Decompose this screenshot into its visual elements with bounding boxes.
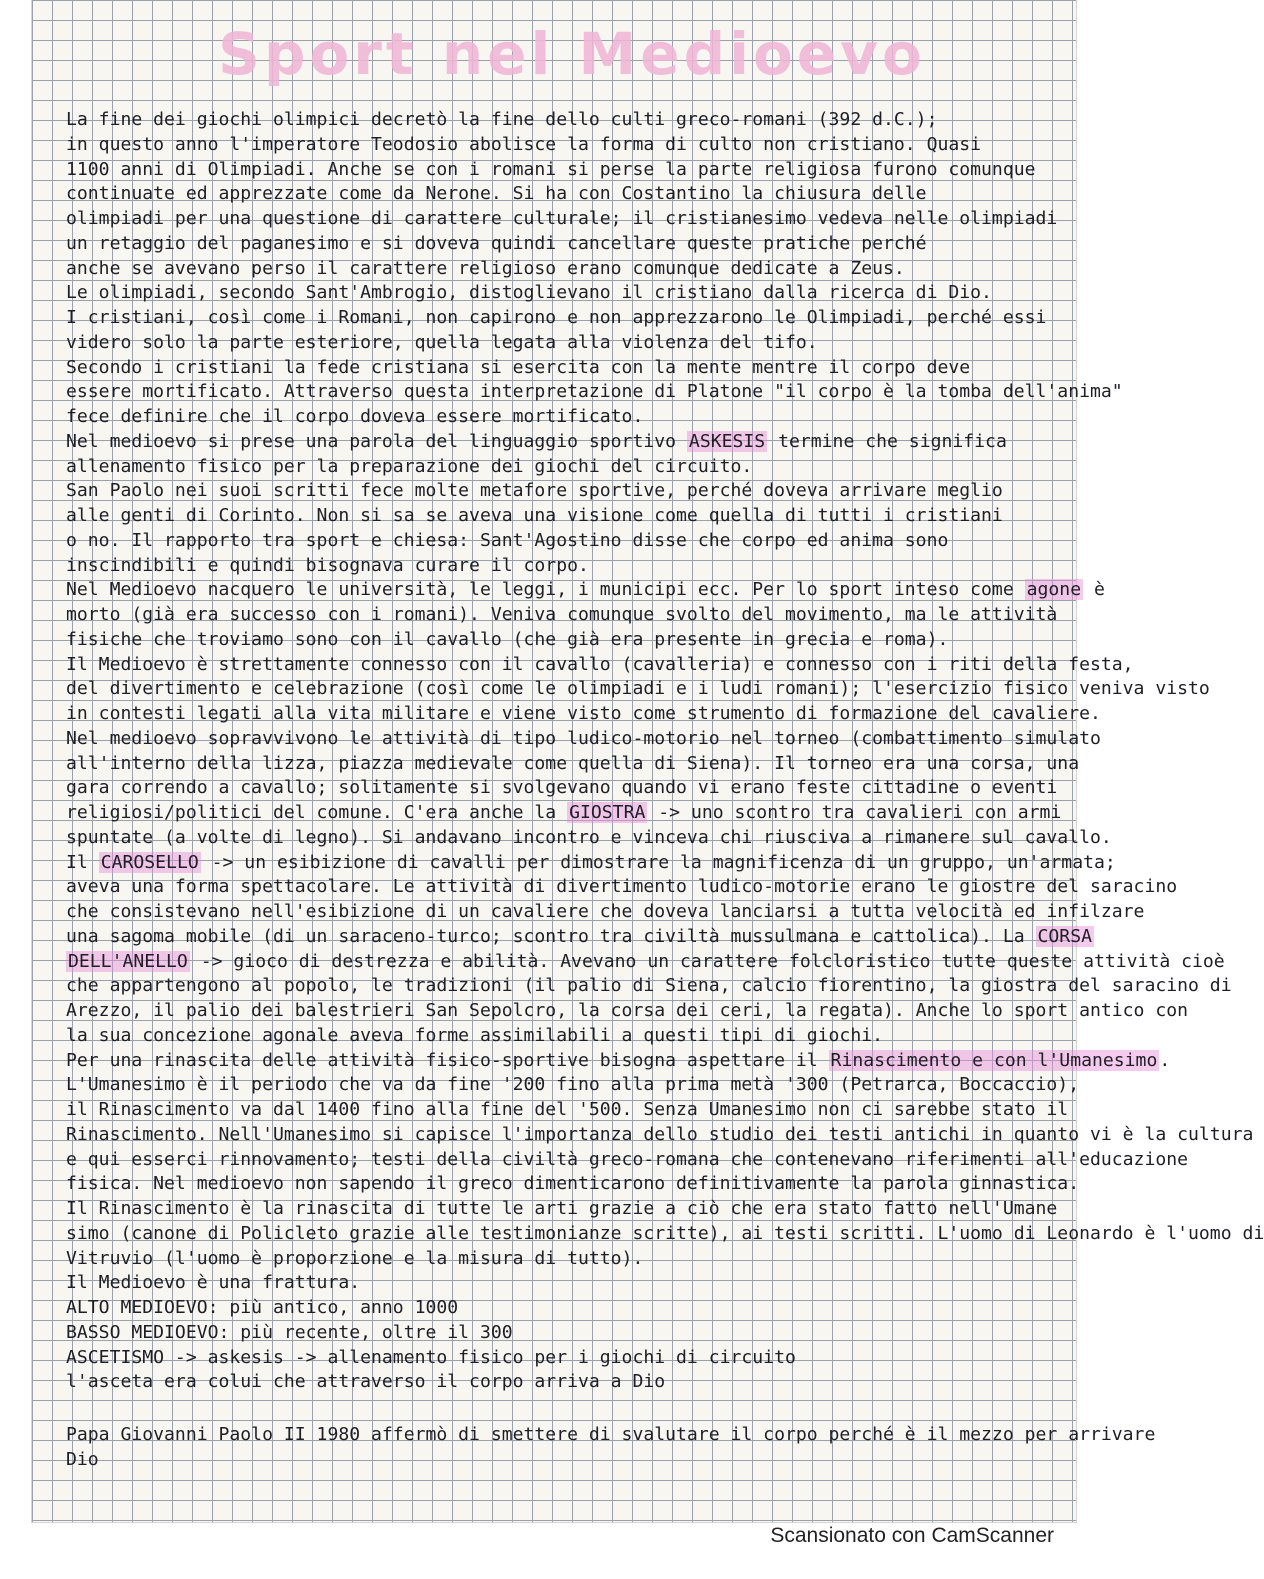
text-line: Dio <box>66 1448 99 1470</box>
text-line: ALTO MEDIOEVO: più antico, anno 1000 <box>66 1297 459 1318</box>
text-line: videro solo la parte esteriore, quella legata alla violenza del tifo. <box>66 331 818 353</box>
text-line: in questo anno l'imperatore Teodosio abolisce la forma di culto non cristiano. Quasi <box>66 133 982 155</box>
text-line: BASSO MEDIOEVO: più recente, oltre il 300 <box>66 1321 513 1343</box>
highlighted-term: GIOSTRA <box>569 802 646 823</box>
text-line: fece definire che il corpo doveva essere mortificato. <box>66 406 644 427</box>
text-line: fisica. Nel medioevo non sapendo il greco dimenticarono definitivamente la parola ginnastica. <box>66 1173 1080 1195</box>
text-line: gara correndo a cavallo; solitamente si svolgevano quando vi erano feste cittadine o eventi <box>66 777 1058 799</box>
page-title: Sport nel Medioevo <box>218 20 926 88</box>
text-line: La fine dei giochi olimpici decretò la fine dello culti greco-romani (392 d.C.); <box>66 109 938 130</box>
text-line: in contesti legati alla vita militare e viene visto come strumento di formazione del cavaliere. <box>66 703 1101 724</box>
text-line: il Rinascimento va dal 1400 fino alla fine del '500. Senza Umanesimo non ci sarebbe stato il <box>66 1099 1069 1120</box>
text-line: essere mortificato. Attraverso questa interpretazione di Platone "il corpo è la tomba dell'anima" <box>66 381 1123 403</box>
highlighted-term: agone <box>1026 579 1082 601</box>
text-line: Le olimpiadi, secondo Sant'Ambrogio, distoglievano il cristiano dalla ricerca di Dio. <box>66 282 992 304</box>
highlighted-term: CAROSELLO <box>100 851 199 873</box>
text-line: olimpiadi per una questione di carattere culturale; il cristianesimo vedeva nelle olimpiadi <box>66 208 1058 229</box>
text-line: inscindibili e quindi bisognava curare il corpo. <box>66 554 589 576</box>
text-line: Nel Medioevo nacquero le università, le leggi, i municipi ecc. Per lo sport inteso come agone è <box>66 579 1105 601</box>
highlighted-term: ASKESIS <box>688 430 766 452</box>
text-line: un retaggio del paganesimo e si doveva quindi cancellare queste pratiche perché <box>66 232 927 254</box>
text-line: alle genti di Corinto. Non si sa se aveva una visione come quella di tutti i cristiani <box>66 505 1003 526</box>
text-line: Il CAROSELLO -> un esibizione di cavalli per dimostrare la magnificenza di un gruppo, un'armata; <box>66 851 1116 873</box>
highlighted-term: CORSA <box>1037 925 1092 947</box>
text-line: Il Medioevo è una frattura. <box>66 1272 361 1294</box>
highlighted-term: DELL'ANELLO <box>68 950 188 972</box>
highlighted-term: Rinascimento e con l'Umanesimo <box>830 1049 1158 1071</box>
text-line: simo (canone di Policleto grazie alle testimonianze scritte), ai testi scritti. L'uomo di Leonardo è l'uomo di <box>66 1222 1264 1244</box>
text-line: morto (già era successo con i romani). Veniva comunque svolto del movimento, ma le attività <box>66 604 1058 625</box>
text-line: I cristiani, così come i Romani, non capirono e non apprezzarono le Olimpiadi, perché essi <box>66 307 1047 328</box>
text-line: che appartengono al popolo, le tradizioni (il palio di Siena, calcio fiorentino, la giostra del saracino di <box>66 975 1232 997</box>
text-line: Papa Giovanni Paolo II 1980 affermò di smettere di svalutare il corpo perché è il mezzo per arrivare <box>66 1424 1156 1445</box>
text-line: l'asceta era colui che attraverso il corpo arriva a Dio <box>66 1371 666 1393</box>
camscanner-watermark: Scansionato con CamScanner <box>770 1524 1054 1547</box>
text-line: e qui esserci rinnovamento; testi della civiltà greco-romana che contenevano riferimenti all'educazione <box>66 1148 1189 1170</box>
text-line: fisiche che troviamo sono con il cavallo (che già era presente in grecia e roma). <box>66 628 949 650</box>
text-line: continuate ed apprezzate come da Nerone. Si ha con Costantino la chiusura delle <box>66 183 927 205</box>
text-line: aveva una forma spettacolare. Le attività di divertimento ludico-motorie erano le giostre del saracino <box>66 876 1178 898</box>
notebook-page <box>32 0 1264 1522</box>
text-line: Il Rinascimento è la rinascita di tutte le arti grazie a ciò che era stato fatto nell'Umane <box>66 1198 1058 1219</box>
text-line: 1100 anni di Olimpiadi. Anche se con i romani si perse la parte religiosa furono comunque <box>66 158 1036 180</box>
text-line: del divertimento e celebrazione (così come le olimpiadi e i ludi romani); l'esercizio fisico veniva visto <box>66 678 1210 700</box>
text-line: religiosi/politici del comune. C'era anche la GIOSTRA -> uno scontro tra cavalieri con armi <box>66 802 1062 823</box>
text-line: L'Umanesimo è il periodo che va da fine '200 fino alla prima metà '300 (Petrarca, Boccaccio), <box>66 1074 1080 1096</box>
text-line: Rinascimento. Nell'Umanesimo si capisce l'importanza dello studio dei testi antichi in quanto vi è la cultura <box>66 1123 1254 1145</box>
text-line: DELL'ANELLO -> gioco di destrezza e abilità. Avevano un carattere folcloristico tutte queste attività cioè <box>68 950 1225 972</box>
text-line: Nel medioevo si prese una parola del linguaggio sportivo ASKESIS termine che significa <box>66 430 1007 452</box>
text-line: Vitruvio (l'uomo è proporzione e la misura di tutto). <box>66 1247 644 1269</box>
text-line: Secondo i cristiani la fede cristiana si esercita con la mente mentre il corpo deve <box>66 356 971 378</box>
text-line: la sua concezione agonale aveva forme assimilabili a questi tipi di giochi. <box>66 1024 884 1046</box>
text-line: all'interno della lizza, piazza medievale come quella di Siena). Il torneo era una corsa, una <box>66 752 1080 774</box>
text-line: una sagoma mobile (di un saraceno-turco; scontro tra civiltà mussulmana e cattolica). La CORSA <box>66 925 1092 947</box>
text-line: ASCETISMO -> askesis -> allenamento fisico per i giochi di circuito <box>66 1346 796 1368</box>
text-line: San Paolo nei suoi scritti fece molte metafore sportive, perché doveva arrivare meglio <box>66 480 1003 502</box>
text-line: anche se avevano perso il carattere religioso erano comunque dedicate a Zeus. <box>66 257 905 279</box>
text-line: Arezzo, il palio dei balestrieri San Sepolcro, la corsa dei ceri, la regata). Anche lo sport antico con <box>66 1000 1189 1021</box>
text-line: Per una rinascita delle attività fisico-sportive bisogna aspettare il Rinascimento e con l'Umanesimo . <box>66 1049 1171 1071</box>
text-line: o no. Il rapporto tra sport e chiesa: Sant'Agostino disse che corpo ed anima sono <box>66 529 949 551</box>
text-line: che consistevano nell'esibizione di un cavaliere che doveva lanciarsi a tutta velocità ed infilzare <box>66 901 1145 922</box>
handwritten-notes <box>66 108 1264 1473</box>
text-line: allenamento fisico per la preparazione dei giochi del circuito. <box>66 455 753 477</box>
text-line: spuntate (a volte di legno). Si andavano incontro e vinceva chi riusciva a rimanere sul cavallo. <box>66 826 1112 848</box>
text-line <box>66 1395 1066 1423</box>
text-line: Il Medioevo è strettamente connesso con il cavallo (cavalleria) e connesso con i riti della festa, <box>66 653 1134 675</box>
text-line: Nel medioevo sopravvivono le attività di tipo ludico-motorio nel torneo (combattimento simulato <box>66 727 1101 749</box>
